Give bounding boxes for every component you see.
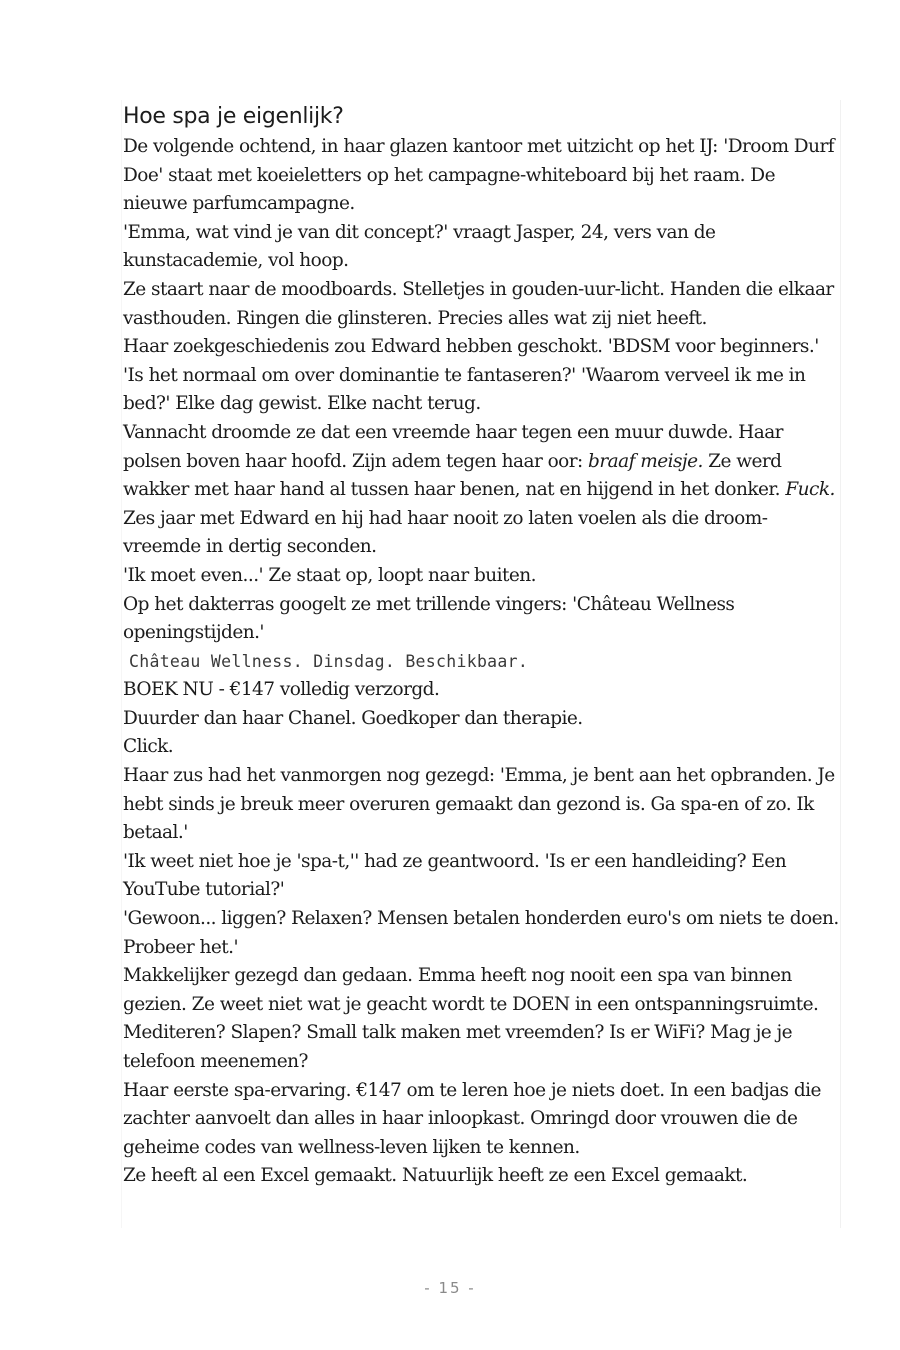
paragraph: Haar zoekgeschiedenis zou Edward hebben geschokt. 'BDSM voor beginners.' 'Is het normaal om over dominantie te fantaseren?' 'Waarom verveel ik me in bed?' Elke dag gewist. Elke nacht terug.	[123, 336, 819, 415]
paragraph-text: Ze werd wakker met haar hand al tussen haar benen, nat en hijgend in het donker.	[123, 450, 786, 501]
paragraph: 'Ik weet niet hoe je 'spa-t,'' had ze geantwoord. 'Is er een handleiding? Een YouTube tutorial?'	[123, 850, 787, 901]
search-result-line: Château Wellness. Dinsdag. Beschikbaar.	[129, 651, 529, 671]
body-text	[123, 133, 839, 1191]
paragraph: Haar zus had het vanmorgen nog gezegd: 'Emma, je bent aan het opbranden. Je hebt sinds je breuk meer overuren gemaakt dan gezond is. Ga spa-en of zo. Ik betaal.'	[123, 765, 835, 844]
italic-phrase: Fuck.	[785, 479, 835, 501]
chapter-heading: Hoe spa je eigenlijk?	[123, 104, 344, 129]
paragraph-text: Vannacht droomde ze dat een vreemde haar tegen een muur duwde. Haar polsen boven haar hoofd. Zijn adem tegen haar oor:	[123, 421, 783, 472]
paragraph: 'Emma, wat vind je van dit concept?' vraagt Jasper, 24, vers van de kunstacademie, vol hoop.	[123, 221, 716, 272]
paragraph: 'Gewoon... liggen? Relaxen? Mensen betalen honderden euro's om niets te doen. Probeer het.'	[123, 908, 839, 958]
paragraph	[123, 419, 839, 562]
paragraph: Ze staart naar de moodboards. Stelletjes in gouden-uur-licht. Handen die elkaar vasthouden. Ringen die glinsteren. Precies alles wat zij niet heeft.	[123, 278, 834, 329]
paragraph: Op het dakterras googelt ze met trillende vingers: 'Château Wellness openingstijden.'	[123, 593, 735, 644]
paragraph: De volgende ochtend, in haar glazen kantoor met uitzicht op het IJ: 'Droom Durf Doe' staat met koeieletters op het campagne-whiteboard bij het raam. De nieuwe parfumcampagne.	[123, 136, 835, 215]
paragraph: Duurder dan haar Chanel. Goedkoper dan therapie.	[123, 707, 583, 729]
paragraph: Haar eerste spa-ervaring. €147 om te leren hoe je niets doet. In een badjas die zachter aanvoelt dan alles in haar inloopkast. Omringd door vrouwen die de geheime codes van wellness-leven lijken te kennen.	[123, 1079, 821, 1158]
paragraph: BOEK NU - €147 volledig verzorgd.	[123, 679, 440, 701]
paragraph-text: Zes jaar met Edward en hij had haar nooit zo laten voelen als die droom-vreemde in dertig seconden.	[123, 507, 768, 558]
paragraph: 'Ik moet even...' Ze staat op, loopt naar buiten.	[123, 564, 536, 586]
page-number: - 15 -	[424, 1279, 476, 1297]
italic-phrase: braaf meisje.	[588, 450, 703, 472]
paragraph: Ze heeft al een Excel gemaakt. Natuurlijk heeft ze een Excel gemaakt.	[123, 1165, 748, 1187]
paragraph: Makkelijker gezegd dan gedaan. Emma heeft nog nooit een spa van binnen gezien. Ze weet niet wat je geacht wordt te DOEN in een ontspanningsruimte. Mediteren? Slapen? Small talk maken met vreemden? Is er WiFi? Mag je je telefoon meenemen?	[123, 965, 819, 1072]
paragraph: Click.	[123, 736, 174, 758]
